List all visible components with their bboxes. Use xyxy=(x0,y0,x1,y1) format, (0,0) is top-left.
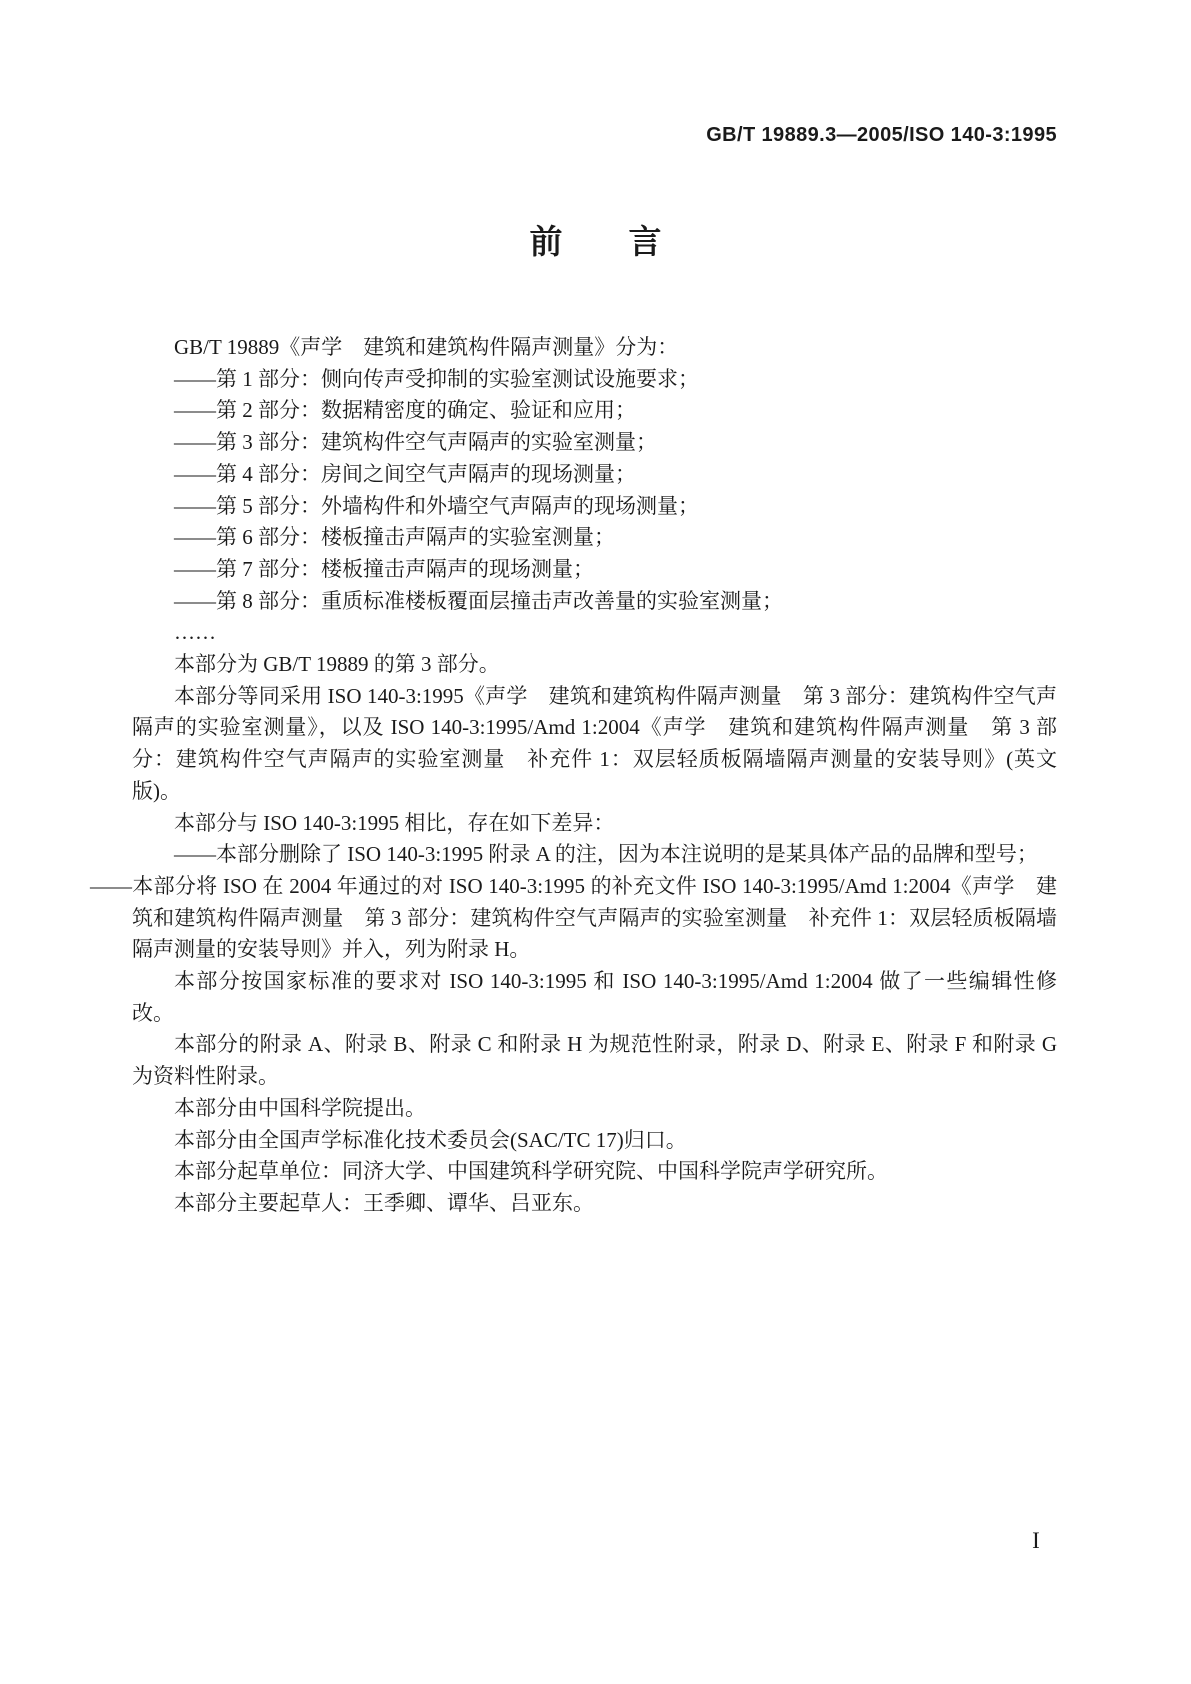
difference-item-2: ——本部分将 ISO 在 2004 年通过的对 ISO 140-3:1995 的补充文件 ISO 140-3:1995/Amd 1:2004《声学 建筑和建筑构件隔声测量 第 3 部分：建筑构件空气声隔声的实验室测量 补充件 1：双层轻质板隔墙隔声测量的安装导则》并入，列为附录 H。 xyxy=(90,873,1057,962)
document-code-header: GB/T 19889.3—2005/ISO 140-3:1995 xyxy=(706,124,1057,146)
paragraph-editorial: 本部分按国家标准的要求对 ISO 140-3:1995 和 ISO 140-3:1995/Amd 1:2004 做了一些编辑性修改。 xyxy=(132,969,1057,1025)
part-list-item-8: ——第 8 部分：重质标准楼板覆面层撞击声改善量的实验室测量； xyxy=(174,588,783,613)
page-number: I xyxy=(1032,1528,1040,1553)
page-title: 前 言 xyxy=(529,223,662,260)
part-list-item-1: ——第 1 部分：侧向传声受抑制的实验室测试设施要求； xyxy=(174,366,699,391)
paragraph-drafting-orgs: 本部分起草单位：同济大学、中国建筑科学研究院、中国科学院声学研究所。 xyxy=(174,1159,888,1184)
paragraph-adoption: 本部分等同采用 ISO 140-3:1995《声学 建筑和建筑构件隔声测量 第 3 部分：建筑构件空气声隔声的实验室测量》，以及 ISO 140-3:1995/Amd 1:2004《声学 建筑和建筑构件隔声测量 第 3 部分：建筑构件空气声隔声的实验室测量 补充件 1：双层轻质板隔墙隔声测量的安装导则》(英文版)。 xyxy=(132,683,1057,803)
part-list-item-6: ——第 6 部分：楼板撞击声隔声的实验室测量； xyxy=(174,525,615,550)
paragraph-drafters: 本部分主要起草人：王季卿、谭华、吕亚东。 xyxy=(174,1190,594,1215)
part-list-item-4: ——第 4 部分：房间之间空气声隔声的现场测量； xyxy=(174,461,636,486)
paragraph-centralized-by: 本部分由全国声学标准化技术委员会(SAC/TC 17)归口。 xyxy=(174,1127,687,1152)
foreword-body xyxy=(90,332,1057,1220)
parts-ellipsis: …… xyxy=(174,620,216,645)
paragraph-proposed-by: 本部分由中国科学院提出。 xyxy=(174,1095,426,1120)
difference-item-1: ——本部分删除了 ISO 140-3:1995 附录 A 的注，因为本注说明的是某具体产品的品牌和型号； xyxy=(174,842,1038,867)
part-list-item-3: ——第 3 部分：建筑构件空气声隔声的实验室测量； xyxy=(174,430,657,455)
part-list-item-2: ——第 2 部分：数据精密度的确定、验证和应用； xyxy=(174,398,636,423)
paragraph-this-part: 本部分为 GB/T 19889 的第 3 部分。 xyxy=(174,652,500,677)
part-list-item-5: ——第 5 部分：外墙构件和外墙空气声隔声的现场测量； xyxy=(174,493,699,518)
foreword-intro: GB/T 19889《声学 建筑和建筑构件隔声测量》分为： xyxy=(174,335,679,359)
paragraph-diff-intro: 本部分与 ISO 140-3:1995 相比，存在如下差异： xyxy=(174,810,615,835)
paragraph-annexes: 本部分的附录 A、附录 B、附录 C 和附录 H 为规范性附录，附录 D、附录 E、附录 F 和附录 G 为资料性附录。 xyxy=(132,1032,1057,1089)
part-list-item-7: ——第 7 部分：楼板撞击声隔声的现场测量； xyxy=(174,556,594,581)
